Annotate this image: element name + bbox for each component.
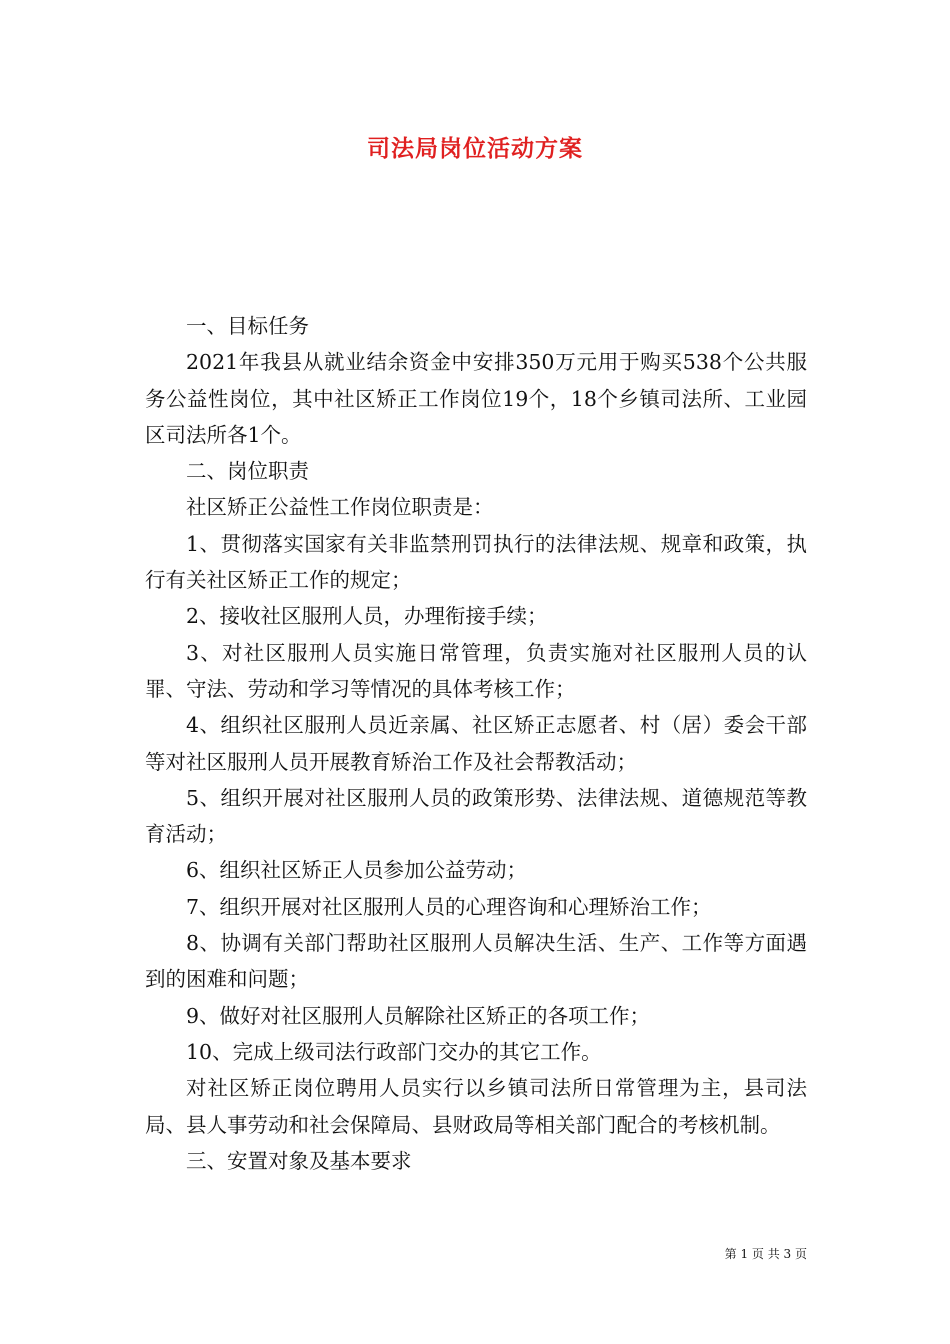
document-body [145, 308, 807, 1179]
list-item: 5、组织开展对社区服刑人员的政策形势、法律法规、道德规范等教育活动； [145, 785, 807, 847]
body-paragraph: 2021年我县从就业结余资金中安排350万元用于购买538个公共服务公益性岗位，其中社区矫正工作岗位19个，18个乡镇司法所、工业园区司法所各1个。 [145, 350, 807, 447]
list-item: 7、组织开展对社区服刑人员的心理咨询和心理矫治工作； [186, 894, 712, 919]
body-paragraph: 社区矫正公益性工作岗位职责是： [186, 495, 494, 520]
document-title: 司法局岗位活动方案 [367, 135, 583, 162]
section-heading: 一、目标任务 [186, 314, 309, 338]
list-item: 8、协调有关部门帮助社区服刑人员解决生活、生产、工作等方面遇到的困难和问题； [145, 931, 807, 992]
list-item: 9、做好对社区服刑人员解除社区矫正的各项工作； [186, 1003, 651, 1028]
list-item: 4、组织社区服刑人员近亲属、社区矫正志愿者、村（居）委会干部等对社区服刑人员开展教育矫治工作及社会帮教活动； [145, 713, 807, 774]
list-item: 10、完成上级司法行政部门交办的其它工作。 [186, 1039, 602, 1064]
body-paragraph: 对社区矫正岗位聘用人员实行以乡镇司法所日常管理为主，县司法局、县人事劳动和社会保障局、县财政局等相关部门配合的考核机制。 [145, 1076, 807, 1137]
section-heading: 二、岗位职责 [186, 459, 309, 484]
page-number: 第 1 页 共 3 页 [724, 1247, 807, 1261]
list-item: 1、贯彻落实国家有关非监禁刑罚执行的法律法规、规章和政策，执行有关社区矫正工作的规定； [145, 531, 807, 593]
list-item: 2、接收社区服刑人员，办理衔接手续； [186, 604, 548, 629]
list-item: 3、对社区服刑人员实施日常管理，负责实施对社区服刑人员的认罪、守法、劳动和学习等情况的具体考核工作； [145, 640, 807, 701]
list-item: 6、组织社区矫正人员参加公益劳动； [186, 858, 528, 883]
section-heading: 三、安置对象及基本要求 [186, 1148, 412, 1173]
